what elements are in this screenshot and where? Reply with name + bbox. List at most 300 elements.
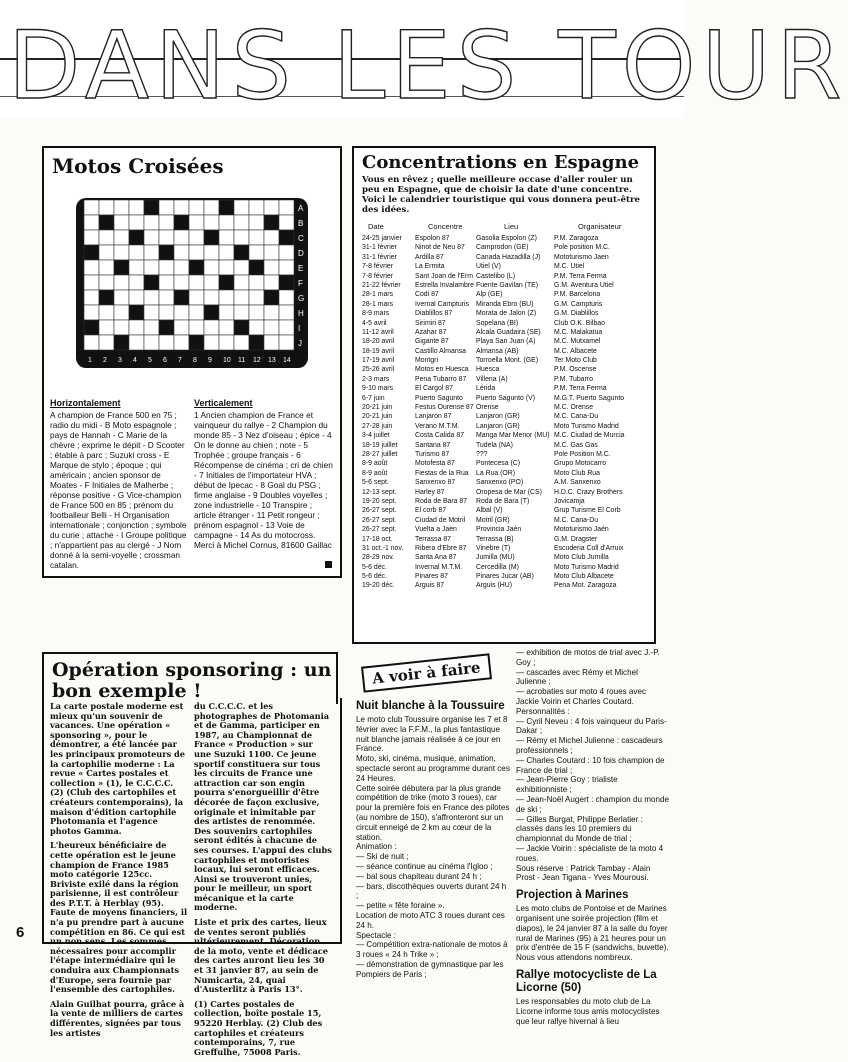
text-line: — acrobaties sur moto 4 roues avec Jackie Voirin et Charles Coutard. xyxy=(516,687,647,706)
table-cell: Sopelana (BI) xyxy=(476,319,519,327)
table-cell: M.G.T. Puerto Sagunto xyxy=(554,394,625,402)
grid-cell xyxy=(264,290,279,305)
table-row xyxy=(362,581,646,590)
table-cell: M.C. Mutxamel xyxy=(554,338,601,346)
table-cell: 17-18 oct. xyxy=(362,535,393,543)
table-cell: 24-25 janvier xyxy=(362,235,402,242)
grid-cell xyxy=(99,335,114,350)
table-cell: 18-20 avril xyxy=(362,338,395,346)
table-cell: 19-20 déc. xyxy=(362,582,395,590)
table-row xyxy=(362,290,646,299)
table-cell: La Ermita xyxy=(415,263,445,271)
marines-title: Projection à Marines xyxy=(516,889,629,902)
col-organisateur: Organisateur xyxy=(578,222,622,231)
table-cell: Escuderia Coll d'Arruix xyxy=(554,544,624,552)
grid-cell xyxy=(114,305,129,320)
table-cell: Motofesta 87 xyxy=(415,460,455,468)
table-cell: 9-10 mars xyxy=(362,385,394,393)
grid-cell xyxy=(264,200,279,215)
table-cell: Manga Mar Menor (MU) xyxy=(476,432,550,440)
table-cell: Azahar 87 xyxy=(415,328,447,336)
table-cell: Playa San Juan (A) xyxy=(476,338,536,346)
table-cell: H.D.C. Crazy Brothers xyxy=(554,488,623,496)
table-cell: Orense xyxy=(476,404,499,412)
table-cell: Gigante 87 xyxy=(415,338,449,346)
table-cell: El Cargol 87 xyxy=(415,385,453,393)
vertical-text: 1 Ancien champion de France et vainqueur du rallye - 2 Champion du monde 85 - 3 Nez d'oiseau ; épice - 4 On le donne au chien ; note - 5 Trophée ; groupe français - 6 Récompense de cinéma ; cri de chien - 7 Initiales de l'importateur HVA ; début de Ipecac - 8 Goal du PSG ; firme anglaise - 9 Doubles voyelles ; zone industrielle - 10 Transpire ; article étranger - 11 Petit rongeur ; prénom espagnol - 13 Voie de campagne - 14 As du motocross. Merci à Michel Cornus, 81600 Gaillac xyxy=(194,410,333,550)
grid-cell xyxy=(174,320,189,335)
table-cell: Montgri xyxy=(415,357,438,365)
table-cell: Miranda Ebro (BU) xyxy=(476,300,534,308)
table-cell: P.M. Terra Ferma xyxy=(554,272,607,280)
grid-cell xyxy=(234,335,249,350)
table-cell: G.M. Campturis xyxy=(554,300,603,308)
table-cell: Torroella Mont. (GE) xyxy=(476,357,539,365)
text-line: — cascades avec Rémy et Michel Julienne ; xyxy=(516,667,638,687)
table-header xyxy=(362,222,646,232)
table-cell: 26-27 sept. xyxy=(362,507,397,515)
table-row xyxy=(362,469,646,478)
table-row xyxy=(362,253,646,262)
page-header xyxy=(0,0,848,121)
table-cell: Almansa (AB) xyxy=(476,347,519,355)
table-cell: 11-12 avril xyxy=(362,328,394,336)
table-row xyxy=(362,422,646,431)
table-cell: 7-8 février xyxy=(362,272,394,280)
table-cell: A.M. Sanxenxo xyxy=(554,479,601,487)
table-row xyxy=(362,234,646,243)
column-number: 11 xyxy=(238,357,246,364)
table-cell: Arguis 87 xyxy=(415,582,445,590)
table-row xyxy=(362,328,646,337)
grid-cell xyxy=(189,275,204,290)
row-letter: A xyxy=(298,204,304,213)
grid-cell xyxy=(279,260,294,275)
grid-cell xyxy=(84,305,99,320)
row-letter: H xyxy=(298,309,304,318)
table-cell: 28-1 mars xyxy=(362,300,394,308)
paragraph: L'heureux bénéficiaire de cette opération est le jeune champion de France 1985 moto catégorie 125cc. Briviste exilé dans la région parisienne, il est contrôleur des P.T.T. à Herblay (95). Faute de moyens financiers, il n'a pu prendre part à aucune compétition en 86. Ce qui est un non sens. Les sommes nécessaires pour accomplir l'étape intermédiaire qui le conduira aux Championnats d'Europe, sera fournie par l'ensemble des cartophiles. xyxy=(50,840,188,995)
grid-cell xyxy=(84,260,99,275)
grid-cell xyxy=(174,245,189,260)
col-date: Date xyxy=(368,222,384,231)
grid-cell xyxy=(204,245,219,260)
table-cell: Grupo Motocarro xyxy=(554,460,607,468)
row-letter: J xyxy=(298,339,302,348)
column-number: 12 xyxy=(253,357,261,364)
grid-cell xyxy=(174,335,189,350)
grid-cell xyxy=(204,200,219,215)
table-row xyxy=(362,337,646,346)
grid-cell xyxy=(129,245,144,260)
grid-cell xyxy=(249,260,264,275)
grid-cell xyxy=(144,245,159,260)
vertical-title: Verticalement xyxy=(194,398,253,408)
table-row xyxy=(362,319,646,328)
table-cell: Villena (A) xyxy=(476,375,508,383)
table-row xyxy=(362,431,646,440)
table-cell: La Rua (OR) xyxy=(476,469,516,477)
marines-text: Les moto clubs de Pontoise et de Marines organisent une soirée projection (film et diapos), le 24 janvier 87 à la salle du foyer rural de Marines (95) à 21 heures pour un prix d'entrée de 15 F (sandwichs, buvette). Nous vous attendons nombreux. xyxy=(516,904,669,963)
table-cell: M.C. Ciudad de Murcia xyxy=(554,432,625,440)
grid-cell xyxy=(249,200,264,215)
table-cell: Canada Hazadilla (J) xyxy=(476,253,541,261)
table-cell: Santana 87 xyxy=(415,441,451,449)
table-cell: Pole Position M.C. xyxy=(554,450,611,458)
grid-cell xyxy=(114,200,129,215)
table-cell: Pinares 87 xyxy=(415,573,448,581)
grid-cell xyxy=(99,320,114,335)
grid-cell xyxy=(279,245,294,260)
grid-cell xyxy=(219,245,234,260)
column-number: 13 xyxy=(268,357,276,364)
grid-cell xyxy=(114,245,129,260)
grid-cell xyxy=(189,245,204,260)
grid-cell xyxy=(264,245,279,260)
table-cell: Grup Turisme El Corb xyxy=(554,507,621,515)
text-line: — Rémy et Michel Julienne : cascadeurs professionnels ; xyxy=(516,736,663,755)
grid-cell xyxy=(264,260,279,275)
table-cell: 21-22 février xyxy=(362,281,401,289)
text-line: — démonstration de gymnastique par les Pompiers de Paris ; xyxy=(356,959,504,979)
table-row xyxy=(362,365,646,374)
crossword-grid xyxy=(74,196,314,366)
table-cell: Fiestas de la Rua xyxy=(415,469,469,477)
table-cell: Pole position M.C. xyxy=(554,244,610,252)
grid-cell xyxy=(159,260,174,275)
table-cell: Arguis (HU) xyxy=(476,582,512,590)
grid-cell xyxy=(99,245,114,260)
table-cell: 31-1 février xyxy=(362,244,397,252)
table-cell: Alcala Guadaira (SE) xyxy=(476,328,541,336)
paragraph: La carte postale moderne est mieux qu'un souvenir de vacances. Une opération « sponsoring », pour le démontrer, a été lancée par les principaux promoteurs de la cartophilie moderne : La revue « Cartes postales et collection » (1), le C.C.C.C. (2) (Club des cartophiles et créateurs contemporains), la maison d'édition cartophile Photomania et l'agence photos Gamma. xyxy=(50,701,185,836)
table-cell: Gasolia Espolon (Z) xyxy=(476,235,537,242)
grid-cell xyxy=(234,290,249,305)
a-voir-a-faire-tag: A voir à faire xyxy=(361,653,492,692)
table-cell: Cercedilla (M) xyxy=(476,563,519,571)
text-line: Sous réserve : Patrick Tambay - Alain Prost - Jean Tigana - Yves Mourousi. xyxy=(516,863,651,883)
table-cell: P.M. Terra Ferma xyxy=(554,385,607,393)
table-row xyxy=(362,478,646,487)
grid-cell xyxy=(249,230,264,245)
horizontal-title: Horizontalement xyxy=(50,398,121,408)
sponsoring-right-col xyxy=(194,702,332,1062)
grid-cell xyxy=(99,230,114,245)
grid-cell xyxy=(249,335,264,350)
table-cell: 8-9 août xyxy=(362,469,388,477)
column-number: 8 xyxy=(193,357,197,364)
table-cell: Oropesa de Mar (CS) xyxy=(476,488,542,496)
licorne-text: Les responsables du moto club de La Licorne informe tous amis motocyclistes que leur rallye hivernal à lieu xyxy=(516,996,660,1026)
table-cell: 25-26 avril xyxy=(362,366,395,374)
grid-cell xyxy=(84,335,99,350)
text-line: — bal sous chapiteau durant 24 h ; xyxy=(356,871,482,881)
table-cell: Festus Ourense 87 xyxy=(415,404,474,412)
table-cell: Pinares Jucar (AB) xyxy=(476,573,534,581)
grid-cell xyxy=(219,275,234,290)
table-cell: Provincia Jaén xyxy=(476,526,522,534)
sponsoring-body xyxy=(42,698,342,1057)
concentrations-intro: Vous en rêvez ; quelle meilleure occase d'aller rouler un peu en Espagne, que de choisir la date d'une concentre. Voici le calendrier touristique qui vous donnera peut-être des idées. xyxy=(362,175,640,215)
table-cell: 28-1 mars xyxy=(362,291,394,299)
table-cell: Ribera d'Ebre 87 xyxy=(415,544,467,552)
grid-cell xyxy=(144,200,159,215)
table-cell: 4-5 avril xyxy=(362,319,387,327)
toussuire-continued-text xyxy=(516,648,670,883)
grid-cell xyxy=(219,335,234,350)
table-row xyxy=(362,544,646,553)
table-cell: Harley 87 xyxy=(415,488,445,496)
column-number: 1 xyxy=(88,357,92,364)
grid-cell xyxy=(174,230,189,245)
table-cell: G.M. Diablillos xyxy=(554,310,599,318)
column-number: 14 xyxy=(283,357,291,364)
grid-cell xyxy=(159,200,174,215)
column-number: 6 xyxy=(163,357,167,364)
table-cell: Pena Mot. Zaragoza xyxy=(554,582,617,590)
text-line: Moto, ski, cinéma, musique, animation, spectacle seront au programme durant ces 24 Heures. xyxy=(356,754,510,783)
table-cell: P.M. Barcelona xyxy=(554,291,601,299)
grid-cell xyxy=(114,320,129,335)
grid-cell xyxy=(279,290,294,305)
grid-cell xyxy=(264,215,279,230)
motos-croisees-box xyxy=(42,146,342,578)
col-lieu: Lieu xyxy=(504,222,519,231)
grid-cell xyxy=(264,320,279,335)
grid-cell xyxy=(99,290,114,305)
grid-cell xyxy=(219,200,234,215)
table-cell: M.C. Gas Gas xyxy=(554,441,598,449)
table-cell: 5-6 déc. xyxy=(362,563,387,571)
text-line: Location de moto ATC 3 roues durant ces 24 h. xyxy=(356,910,505,930)
table-cell: Moto Club Albacete xyxy=(554,573,614,581)
table-row xyxy=(362,488,646,497)
text-line: — petite « fête foraine ». xyxy=(356,901,445,911)
table-row xyxy=(362,459,646,468)
grid-cell xyxy=(159,215,174,230)
text-line: — Jean-Noël Augert : champion du monde de ski ; xyxy=(516,794,669,814)
grid-cell xyxy=(144,275,159,290)
table-cell: Castelibo (L) xyxy=(476,272,516,280)
table-cell: Jovicamja xyxy=(554,497,585,505)
text-line: — séance continue au cinéma l'Igloo ; xyxy=(356,861,493,871)
table-row xyxy=(362,347,646,356)
concentrations-title: Concentrations en Espagne xyxy=(362,152,640,173)
grid-cell xyxy=(144,215,159,230)
table-cell: Roda de Bara 87 xyxy=(415,497,468,505)
text-line: Spectacle : xyxy=(356,930,397,940)
grid-cell xyxy=(144,230,159,245)
table-cell: Albal (V) xyxy=(476,507,503,515)
table-cell: 2-3 mars xyxy=(362,375,390,383)
table-cell: 19-20 sept. xyxy=(362,497,397,505)
grid-cell xyxy=(114,230,129,245)
grid-cell xyxy=(99,260,114,275)
grid-cell xyxy=(114,215,129,230)
text-line: — Gilles Burgat, Philippe Berlatier : classés dans les 10 premiers du championnat du Monde de trial ; xyxy=(516,814,643,844)
grid-cell xyxy=(249,290,264,305)
grid-cell xyxy=(144,320,159,335)
table-cell: 31-1 février xyxy=(362,253,397,261)
grid-cell xyxy=(264,230,279,245)
grid-cell xyxy=(84,200,99,215)
grid-cell xyxy=(129,230,144,245)
col-concentre: Concentre xyxy=(428,222,463,231)
grid-cell xyxy=(189,290,204,305)
grid-cell xyxy=(189,335,204,350)
table-cell: Espolon 87 xyxy=(415,235,450,242)
table-row xyxy=(362,412,646,421)
table-cell: Codi 87 xyxy=(415,291,439,299)
grid-cell xyxy=(159,275,174,290)
grid-cell xyxy=(129,320,144,335)
table-row xyxy=(362,375,646,384)
table-cell: P.M. Zaragoza xyxy=(554,235,599,242)
table-cell: Roda de Bara (T) xyxy=(476,497,530,505)
table-cell: Puerto Sagunto (V) xyxy=(476,394,535,402)
grid-cell xyxy=(99,215,114,230)
grid-cell xyxy=(219,230,234,245)
table-cell: Lanjaron (GR) xyxy=(476,413,520,421)
table-cell: Vuelta a Jaen xyxy=(415,526,457,534)
grid-cell xyxy=(189,215,204,230)
column-number: 5 xyxy=(148,357,152,364)
grid-cell xyxy=(189,200,204,215)
grid-cell xyxy=(84,290,99,305)
grid-cell xyxy=(84,215,99,230)
table-cell: G.M. Aventura Utiel xyxy=(554,281,614,289)
grid-cell xyxy=(174,290,189,305)
grid-cell xyxy=(174,200,189,215)
table-cell: 6-7 juin xyxy=(362,394,385,402)
grid-cell xyxy=(249,215,264,230)
grid-cell xyxy=(84,245,99,260)
grid-cell xyxy=(249,245,264,260)
table-cell: Camprodon (GE) xyxy=(476,244,529,252)
grid-cell xyxy=(114,275,129,290)
table-cell: Costa Calida 87 xyxy=(415,432,465,440)
table-cell: Fuente Gavilan (TE) xyxy=(476,281,539,289)
text-line: Le moto club Toussuire organise les 7 et 8 février avec la F.F.M., la plus fantastique nuit blanche jamais réalisée à ce jour en France. xyxy=(356,715,508,754)
table-row xyxy=(362,516,646,525)
grid-cell xyxy=(249,305,264,320)
table-cell: Utiel (V) xyxy=(476,263,501,271)
grid-cell xyxy=(279,275,294,290)
table-cell: 3-4 juillet xyxy=(362,432,390,440)
grid-cell xyxy=(234,215,249,230)
table-row xyxy=(362,450,646,459)
grid-cell xyxy=(279,215,294,230)
text-line: Animation : xyxy=(356,842,397,852)
avoir-right-column xyxy=(516,648,670,1026)
grid-cell xyxy=(204,290,219,305)
grid-cell xyxy=(99,200,114,215)
table-row xyxy=(362,262,646,271)
grid-cell xyxy=(204,230,219,245)
column-number: 9 xyxy=(208,357,212,364)
grid-cell xyxy=(204,320,219,335)
nuit-blanche-title: Nuit blanche à la Toussuire xyxy=(356,700,505,712)
table-cell: Jumilla (MU) xyxy=(476,554,515,562)
grid-cell xyxy=(84,275,99,290)
table-cell: Terrassa 87 xyxy=(415,535,451,543)
table-cell: Lanjaron 87 xyxy=(415,413,452,421)
table-row xyxy=(362,525,646,534)
table-cell: M.C. Malakatua xyxy=(554,328,603,336)
table-row xyxy=(362,300,646,309)
grid-cell xyxy=(234,245,249,260)
table-cell: Ciudad de Motril xyxy=(415,516,466,524)
grid-cell xyxy=(144,305,159,320)
text-line: — Jean-Pierre Goy : trialiste exhibitionniste ; xyxy=(516,775,618,795)
table-cell: 26-27 sept. xyxy=(362,526,397,534)
table-cell: Estrella Invalambre xyxy=(415,281,474,289)
table-row xyxy=(362,572,646,581)
table-cell: Lanjaron (GR) xyxy=(476,422,520,430)
table-cell: 20-21 juin xyxy=(362,404,393,412)
table-cell: 28-29 nov. xyxy=(362,554,395,562)
table-row xyxy=(362,497,646,506)
table-cell: Lérida xyxy=(476,385,496,393)
text-line: — bars, discothèques ouverts durant 24 h ; xyxy=(356,881,507,901)
table-cell: 20-21 juin xyxy=(362,413,393,421)
table-cell: 5-6 déc. xyxy=(362,573,387,581)
grid-cell xyxy=(249,275,264,290)
table-cell: Verano M.T.M. xyxy=(415,422,460,430)
grid-cell xyxy=(159,290,174,305)
text-line: — Cyril Neveu : 4 fois vainqueur du Paris-Dakar ; xyxy=(516,716,667,736)
column-number: 2 xyxy=(103,357,107,364)
table-cell: Ter Moto Club xyxy=(554,357,597,365)
table-cell: Alp (GE) xyxy=(476,291,503,299)
grid-cell xyxy=(219,290,234,305)
grid-cell xyxy=(159,320,174,335)
paragraph: Alain Guilhat pourra, grâce à la vente de milliers de cartes différentes, signées par tous les artistes xyxy=(50,998,185,1038)
table-cell: M.C. Orense xyxy=(554,404,594,412)
grid-cell xyxy=(129,290,144,305)
grid-cell xyxy=(189,230,204,245)
table-cell: Moto Turismo Madrid xyxy=(554,422,619,430)
grid-cell xyxy=(84,320,99,335)
table-cell: El corb 87 xyxy=(415,507,447,515)
table-cell: Invernal M.T.M. xyxy=(415,563,463,571)
table-cell: Tudela (NA) xyxy=(476,441,513,449)
grid-cell xyxy=(204,335,219,350)
table-cell: Pontecesa (C) xyxy=(476,460,521,468)
avoir-middle-column xyxy=(356,694,510,980)
table-row xyxy=(362,441,646,450)
text-line: Cette soirée débutera par la plus grande compétition de trike (moto 3 roues), car pour la première fois en France des pilotes (au nombre de 150), s'affronteront sur un circuit enneigé de 2 km au cœur de la station. xyxy=(356,783,510,842)
row-letter: I xyxy=(298,324,301,333)
grid-cell xyxy=(129,200,144,215)
concentrations-table xyxy=(362,234,646,591)
table-cell: 27-28 juin xyxy=(362,422,393,430)
grid-cell xyxy=(234,200,249,215)
table-row xyxy=(362,356,646,365)
grid-cell xyxy=(234,230,249,245)
table-cell: M.C. Utiel xyxy=(554,263,585,271)
nuit-blanche-text xyxy=(356,715,510,980)
table-cell: Moto Club Jumilla xyxy=(554,554,609,562)
table-row xyxy=(362,309,646,318)
table-row xyxy=(362,403,646,412)
table-row xyxy=(362,506,646,515)
table-cell: Vinebre (T) xyxy=(476,544,511,552)
table-cell: Puerto Sagunto xyxy=(415,394,463,402)
table-cell: Huesca xyxy=(476,366,500,374)
row-letter: B xyxy=(298,219,304,228)
table-cell: Moto Turismo Madrid xyxy=(554,563,619,571)
